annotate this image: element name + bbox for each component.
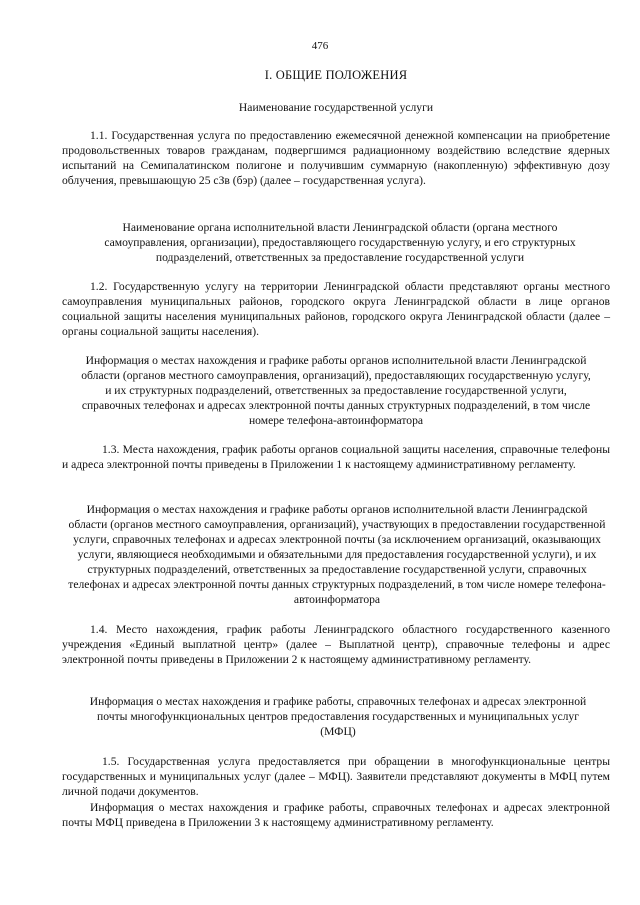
paragraph-1-5-info: Информация о местах нахождения и графике работы, справочных телефонах и адресах электронной почты МФЦ приведена в Приложении 3 к настоящему административному регламенту. — [62, 801, 610, 829]
paragraph-1-3: 1.3. Места нахождения, график работы органов социальной защиты населения, справочные телефоны и адреса электронной почты приведены в Приложении 1 к настоящему административному регламенту. — [62, 443, 610, 471]
paragraph-1-4: 1.4. Место нахождения, график работы Ленинградского областного государственного казенного учреждения «Единый выплатной центр» (далее – Выплатной центр), справочные телефоны и адрес электронной почты приведены в Приложении 2 к настоящему административному регламенту. — [62, 623, 610, 666]
paragraph-1-5: 1.5. Государственная услуга предоставляется при обращении в многофункциональные центры государственных и муниципальных услуг (далее – МФЦ). Заявители представляют документы в МФЦ путем личной подачи документов. — [62, 755, 610, 798]
page-number: 476 — [311, 40, 329, 52]
heading-mfc: Информация о местах нахождения и графике работы, справочных телефонах и адресах электронной почты многофункциональных центров предоставления государственных и муниципальных услуг (МФЦ) — [89, 695, 587, 738]
heading-authority: Наименование органа исполнительной власти Ленинградской области (органа местного самоуправления, организации), предоставляющего государственную услугу, и его структурных подразделений, ответственных за предоставление государственной услуги — [104, 221, 576, 264]
heading-service-name: Наименование государственной услуги — [238, 101, 434, 114]
heading-locations-authorities: Информация о местах нахождения и графике работы органов исполнительной власти Ленинградской области (органов местного самоуправления, организаций), предоставляющих государственную услугу, и их структурных подразделений, ответственных за предоставление государственной услуги, справочных телефонах и адресах электронной почты данных структурных подразделений, в том числе номере телефона-автоинформатора — [81, 354, 591, 427]
paragraph-1-1: 1.1. Государственная услуга по предоставлению ежемесячной денежной компенсации на приобретение продовольственных товаров гражданам, подвергшимся радиационному воздействию вследствие ядерных испытаний на Семипалатинском полигоне и получившим суммарную (накопленную) эффективную дозу облучения, превышающую 25 сЗв (бэр) (далее – государственная услуга). — [62, 129, 610, 187]
paragraph-1-2: 1.2. Государственную услугу на территории Ленинградской области представляют органы местного самоуправления муниципальных районов, городского округа Ленинградской области в лице органов социальной защиты населения муниципальных районов, городского округа Ленинградской области (далее – органы социальной защиты населения). — [62, 280, 610, 338]
section-title: I. ОБЩИЕ ПОЛОЖЕНИЯ — [264, 68, 408, 82]
heading-locations-participants: Информация о местах нахождения и графике работы органов исполнительной власти Ленинградской области (органов местного самоуправления, организаций), участвующих в предоставлении государственной услуги, справочных телефонах и адресах электронной почты (за исключением организаций, оказывающих услуги, являющиеся необходимыми и обязательными для предоставления государственной услуги), и их структурных подразделений, ответственных за предоставление государственной услуги, справочных телефонах и адресах электронной почты данных структурных подразделений, в том числе номере телефона-автоинформатора — [68, 503, 606, 606]
